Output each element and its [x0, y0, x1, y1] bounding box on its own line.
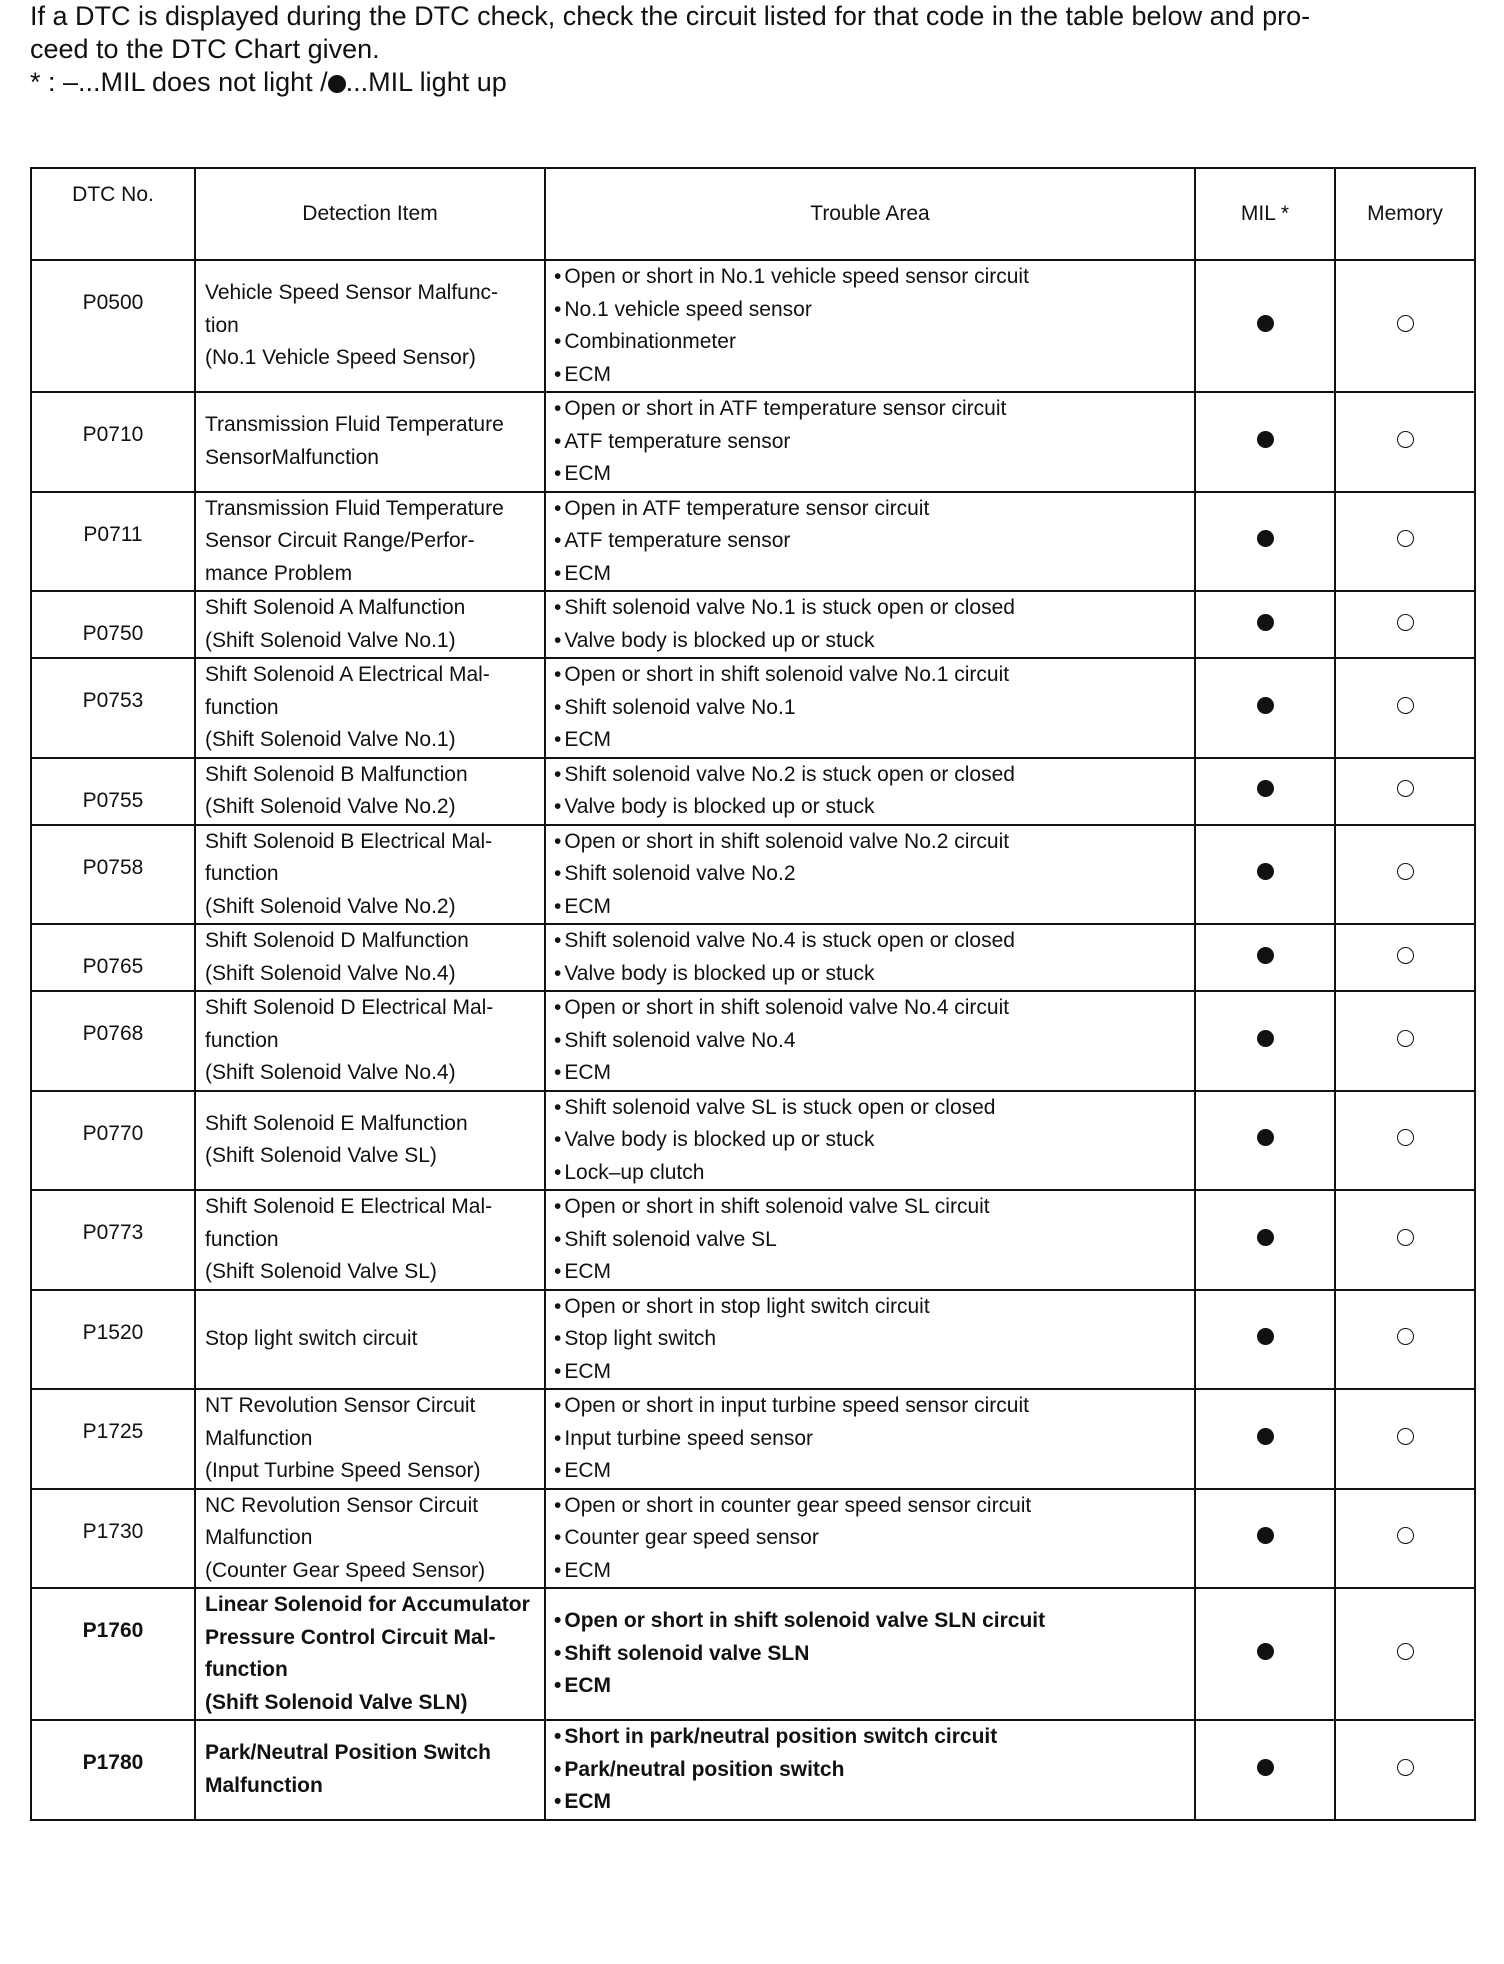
trouble-area-item: • Open or short in input turbine speed sensor circuit [554, 1390, 1194, 1423]
table-header-row [31, 168, 1475, 260]
dtc-code: P0758 [31, 825, 195, 925]
trouble-area-item: • Stop light switch [554, 1323, 1194, 1356]
mil-cell [1195, 392, 1335, 492]
table-row [31, 1091, 1475, 1191]
trouble-area-item: • Shift solenoid valve SLN [554, 1638, 1194, 1671]
dtc-code: P0500 [31, 260, 195, 392]
trouble-area [545, 1720, 1195, 1820]
memory-stored-icon [1397, 947, 1414, 964]
trouble-area-item: • Valve body is blocked up or stuck [554, 1124, 1194, 1157]
memory-cell [1335, 658, 1475, 758]
mil-on-icon [1257, 1527, 1274, 1544]
trouble-area-item: • Counter gear speed sensor [554, 1522, 1194, 1555]
memory-stored-icon [1397, 614, 1414, 631]
dtc-code: P0770 [31, 1091, 195, 1191]
trouble-area-item: • Shift solenoid valve No.2 [554, 858, 1194, 891]
mil-on-icon [1257, 315, 1274, 332]
mil-cell [1195, 1489, 1335, 1589]
header-dtc-no: DTC No. [31, 168, 195, 260]
trouble-area-item: • ECM [554, 1356, 1194, 1389]
mil-on-icon [1257, 1643, 1274, 1660]
detection-item-line: (Shift Solenoid Valve SL) [205, 1260, 437, 1283]
memory-cell [1335, 1190, 1475, 1290]
detection-item [195, 492, 545, 592]
dtc-code: P1780 [31, 1720, 195, 1820]
mil-on-icon [1257, 431, 1274, 448]
detection-item [195, 591, 545, 658]
mil-cell [1195, 1190, 1335, 1290]
mil-on-icon [1257, 614, 1274, 631]
trouble-area-item: • Open or short in shift solenoid valve No.2 circuit [554, 826, 1194, 859]
trouble-area [545, 1588, 1195, 1720]
dtc-table [30, 167, 1476, 1821]
mil-on-icon [1257, 780, 1274, 797]
mil-on-icon [1257, 1759, 1274, 1776]
trouble-area [545, 1290, 1195, 1390]
intro-text [30, 0, 1480, 99]
dtc-code: P0710 [31, 392, 195, 492]
memory-stored-icon [1397, 1229, 1414, 1246]
memory-stored-icon [1397, 1527, 1414, 1544]
trouble-area-item: • ECM [554, 1057, 1194, 1090]
mil-cell [1195, 825, 1335, 925]
trouble-area-item: • Open in ATF temperature sensor circuit [554, 493, 1194, 526]
trouble-area-item: • ATF temperature sensor [554, 525, 1194, 558]
trouble-area-item: • Lock–up clutch [554, 1157, 1194, 1190]
mil-cell [1195, 658, 1335, 758]
memory-cell [1335, 1588, 1475, 1720]
detection-item [195, 1588, 545, 1720]
detection-item [195, 758, 545, 825]
detection-item-line: (Shift Solenoid Valve No.2) [205, 795, 456, 818]
memory-cell [1335, 1389, 1475, 1489]
header-trouble-area: Trouble Area [545, 168, 1195, 260]
detection-item-line: function [205, 1227, 279, 1251]
table-row [31, 658, 1475, 758]
dtc-code: P1730 [31, 1489, 195, 1589]
detection-item-line: function [205, 862, 279, 885]
trouble-area-item: • Shift solenoid valve No.1 is stuck open or closed [554, 592, 1194, 625]
detection-item-line: Sensor Circuit Range/Perfor- [205, 529, 475, 552]
mil-on-icon [1257, 697, 1274, 714]
memory-stored-icon [1397, 530, 1414, 547]
trouble-area-item: • Open or short in stop light switch circuit [554, 1291, 1194, 1324]
dtc-code: P0753 [31, 658, 195, 758]
trouble-area-item: • ECM [554, 1670, 1194, 1703]
memory-cell [1335, 1720, 1475, 1820]
trouble-area-item: • ECM [554, 724, 1194, 757]
detection-item-line: NT Revolution Sensor Circuit [205, 1394, 476, 1417]
memory-stored-icon [1397, 315, 1414, 332]
dtc-code: P1725 [31, 1389, 195, 1489]
trouble-area [545, 1389, 1195, 1489]
detection-item-line: Stop light switch circuit [205, 1327, 418, 1350]
memory-stored-icon [1397, 1643, 1414, 1660]
mil-cell [1195, 1091, 1335, 1191]
mil-cell [1195, 591, 1335, 658]
trouble-area [545, 260, 1195, 392]
trouble-area [545, 758, 1195, 825]
trouble-area [545, 591, 1195, 658]
mil-cell [1195, 1290, 1335, 1390]
detection-item-line: Linear Solenoid for Accumulator [205, 1593, 530, 1616]
trouble-area-item: • Open or short in ATF temperature sensor circuit [554, 393, 1194, 426]
detection-item-line: Pressure Control Circuit Mal- [205, 1625, 496, 1649]
detection-item-line: Malfunction [205, 1526, 313, 1549]
memory-cell [1335, 1290, 1475, 1390]
detection-item-line: Shift Solenoid A Electrical Mal- [205, 663, 490, 686]
detection-item-line: (Counter Gear Speed Sensor) [205, 1558, 486, 1582]
detection-item-line: Malfunction [205, 1773, 323, 1797]
trouble-area [545, 1091, 1195, 1191]
mil-cell [1195, 260, 1335, 392]
mil-on-icon [1257, 947, 1274, 964]
trouble-area-item: • ECM [554, 458, 1194, 491]
trouble-area [545, 1190, 1195, 1290]
memory-stored-icon [1397, 1759, 1414, 1776]
trouble-area-item: • ECM [554, 1455, 1194, 1488]
table-row [31, 991, 1475, 1091]
detection-item [195, 991, 545, 1091]
table-row [31, 924, 1475, 991]
detection-item-line: Shift Solenoid A Malfunction [205, 596, 466, 619]
dtc-code: P0765 [31, 924, 195, 991]
mil-on-icon [1257, 530, 1274, 547]
detection-item [195, 260, 545, 392]
mil-on-icon [1257, 1428, 1274, 1445]
detection-item [195, 1190, 545, 1290]
mil-cell [1195, 1720, 1335, 1820]
trouble-area-item: • Park/neutral position switch [554, 1754, 1194, 1787]
detection-item-line: (Shift Solenoid Valve No.4) [205, 961, 456, 985]
detection-item [195, 1290, 545, 1390]
detection-item-line: Malfunction [205, 1426, 313, 1450]
mil-cell [1195, 991, 1335, 1091]
legend-suffix: ...MIL light up [345, 67, 507, 97]
trouble-area-item: • Shift solenoid valve No.2 is stuck open or closed [554, 759, 1194, 792]
memory-cell [1335, 991, 1475, 1091]
trouble-area-item: • ATF temperature sensor [554, 426, 1194, 459]
trouble-area [545, 492, 1195, 592]
mil-cell [1195, 924, 1335, 991]
detection-item-line: tion [205, 313, 239, 337]
trouble-area [545, 924, 1195, 991]
detection-item-line: Transmission Fluid Temperature [205, 413, 504, 437]
table-row [31, 492, 1475, 592]
mil-on-icon [1257, 1030, 1274, 1047]
trouble-area [545, 658, 1195, 758]
memory-stored-icon [1397, 697, 1414, 714]
trouble-area-item: • Open or short in shift solenoid valve SLN circuit [554, 1605, 1194, 1638]
detection-item-line: Transmission Fluid Temperature [205, 496, 504, 520]
table-row [31, 825, 1475, 925]
detection-item-line: (Shift Solenoid Valve SL) [205, 1144, 437, 1168]
trouble-area-item: • Shift solenoid valve No.1 [554, 692, 1194, 725]
trouble-area-item: • Input turbine speed sensor [554, 1423, 1194, 1456]
trouble-area [545, 825, 1195, 925]
header-memory: Memory [1335, 168, 1475, 260]
detection-item-line: function [205, 1658, 288, 1681]
detection-item-line: Vehicle Speed Sensor Malfunc- [205, 281, 499, 305]
trouble-area-item: • Shift solenoid valve No.4 is stuck open or closed [554, 925, 1194, 958]
memory-stored-icon [1397, 431, 1414, 448]
intro-line-2: ceed to the DTC Chart given. [30, 34, 380, 64]
detection-item-line: (Shift Solenoid Valve No.4) [205, 1061, 456, 1084]
table-row [31, 1588, 1475, 1720]
trouble-area-item: • Open or short in counter gear speed sensor circuit [554, 1490, 1194, 1523]
table-row [31, 591, 1475, 658]
intro-line-1: If a DTC is displayed during the DTC check, check the circuit listed for that code in the table below and pro- [30, 1, 1311, 31]
detection-item-line: Shift Solenoid B Malfunction [205, 762, 468, 786]
legend-line [30, 66, 1480, 99]
dtc-code: P0711 [31, 492, 195, 592]
detection-item-line: (Shift Solenoid Valve No.1) [205, 728, 456, 751]
trouble-area [545, 392, 1195, 492]
detection-item [195, 658, 545, 758]
dtc-code: P0773 [31, 1190, 195, 1290]
detection-item-line: mance Problem [205, 561, 353, 585]
detection-item [195, 392, 545, 492]
detection-item-line: Shift Solenoid E Malfunction [205, 1111, 468, 1135]
mil-cell [1195, 758, 1335, 825]
mil-on-icon [1257, 1129, 1274, 1146]
trouble-area-item: • ECM [554, 359, 1194, 392]
trouble-area-item: • Shift solenoid valve SL [554, 1224, 1194, 1257]
memory-cell [1335, 591, 1475, 658]
trouble-area-item: • Shift solenoid valve SL is stuck open or closed [554, 1092, 1194, 1125]
table-row [31, 1290, 1475, 1390]
mil-on-icon [1257, 1328, 1274, 1345]
trouble-area-item: • Combinationmeter [554, 326, 1194, 359]
memory-cell [1335, 924, 1475, 991]
dtc-code: P0750 [31, 591, 195, 658]
trouble-area-item: • Valve body is blocked up or stuck [554, 958, 1194, 991]
detection-item [195, 1389, 545, 1489]
memory-stored-icon [1397, 863, 1414, 880]
trouble-area-item: • ECM [554, 891, 1194, 924]
trouble-area-item: • Valve body is blocked up or stuck [554, 791, 1194, 824]
dtc-code: P0768 [31, 991, 195, 1091]
detection-item [195, 924, 545, 991]
trouble-area-item: • Open or short in shift solenoid valve SL circuit [554, 1191, 1194, 1224]
detection-item-line: Shift Solenoid B Electrical Mal- [205, 829, 493, 853]
trouble-area-item: • Valve body is blocked up or stuck [554, 625, 1194, 658]
dtc-code: P1520 [31, 1290, 195, 1390]
table-row [31, 1389, 1475, 1489]
header-mil: MIL * [1195, 168, 1335, 260]
detection-item-line: (No.1 Vehicle Speed Sensor) [205, 346, 476, 370]
table-row [31, 392, 1475, 492]
dtc-code: P1760 [31, 1588, 195, 1720]
detection-item-line: Park/Neutral Position Switch [205, 1741, 491, 1765]
detection-item [195, 1091, 545, 1191]
memory-stored-icon [1397, 1030, 1414, 1047]
detection-item-line: NC Revolution Sensor Circuit [205, 1493, 479, 1517]
table-row [31, 1489, 1475, 1589]
trouble-area-item: • No.1 vehicle speed sensor [554, 294, 1194, 327]
detection-item-line: Shift Solenoid E Electrical Mal- [205, 1195, 493, 1218]
trouble-area-item: • Shift solenoid valve No.4 [554, 1025, 1194, 1058]
detection-item-line: (Shift Solenoid Valve SLN) [205, 1690, 468, 1714]
trouble-area-item: • Short in park/neutral position switch circuit [554, 1721, 1194, 1754]
memory-cell [1335, 392, 1475, 492]
header-detection-item: Detection Item [195, 168, 545, 260]
trouble-area-item: • Open or short in shift solenoid valve No.4 circuit [554, 992, 1194, 1025]
detection-item [195, 1720, 545, 1820]
detection-item-line: (Shift Solenoid Valve No.2) [205, 894, 456, 918]
memory-stored-icon [1397, 1129, 1414, 1146]
memory-cell [1335, 825, 1475, 925]
trouble-area [545, 1489, 1195, 1589]
table-row [31, 1720, 1475, 1820]
memory-cell [1335, 1489, 1475, 1589]
detection-item-line: function [205, 695, 279, 719]
table-row [31, 260, 1475, 392]
dtc-code: P0755 [31, 758, 195, 825]
detection-item-line: (Shift Solenoid Valve No.1) [205, 628, 456, 652]
trouble-area [545, 991, 1195, 1091]
filled-dot-icon [328, 75, 346, 93]
detection-item [195, 1489, 545, 1589]
memory-cell [1335, 492, 1475, 592]
memory-cell [1335, 260, 1475, 392]
trouble-area-item: • Open or short in shift solenoid valve No.1 circuit [554, 659, 1194, 692]
mil-on-icon [1257, 1229, 1274, 1246]
mil-cell [1195, 1588, 1335, 1720]
mil-cell [1195, 492, 1335, 592]
mil-cell [1195, 1389, 1335, 1489]
detection-item-line: SensorMalfunction [205, 445, 379, 469]
trouble-area-item: • ECM [554, 1256, 1194, 1289]
memory-stored-icon [1397, 780, 1414, 797]
detection-item-line: function [205, 1028, 279, 1052]
table-row [31, 1190, 1475, 1290]
detection-item-line: Shift Solenoid D Electrical Mal- [205, 996, 494, 1019]
memory-cell [1335, 1091, 1475, 1191]
trouble-area-item: • ECM [554, 1786, 1194, 1819]
memory-cell [1335, 758, 1475, 825]
detection-item [195, 825, 545, 925]
mil-on-icon [1257, 863, 1274, 880]
detection-item-line: Shift Solenoid D Malfunction [205, 929, 469, 952]
detection-item-line: (Input Turbine Speed Sensor) [205, 1459, 481, 1482]
trouble-area-item: • ECM [554, 1555, 1194, 1588]
trouble-area-item: • Open or short in No.1 vehicle speed sensor circuit [554, 261, 1194, 294]
table-body [31, 260, 1475, 1820]
legend-prefix: * : –...MIL does not light / [30, 67, 328, 97]
trouble-area-item: • ECM [554, 558, 1194, 591]
memory-stored-icon [1397, 1428, 1414, 1445]
table-row [31, 758, 1475, 825]
memory-stored-icon [1397, 1328, 1414, 1345]
